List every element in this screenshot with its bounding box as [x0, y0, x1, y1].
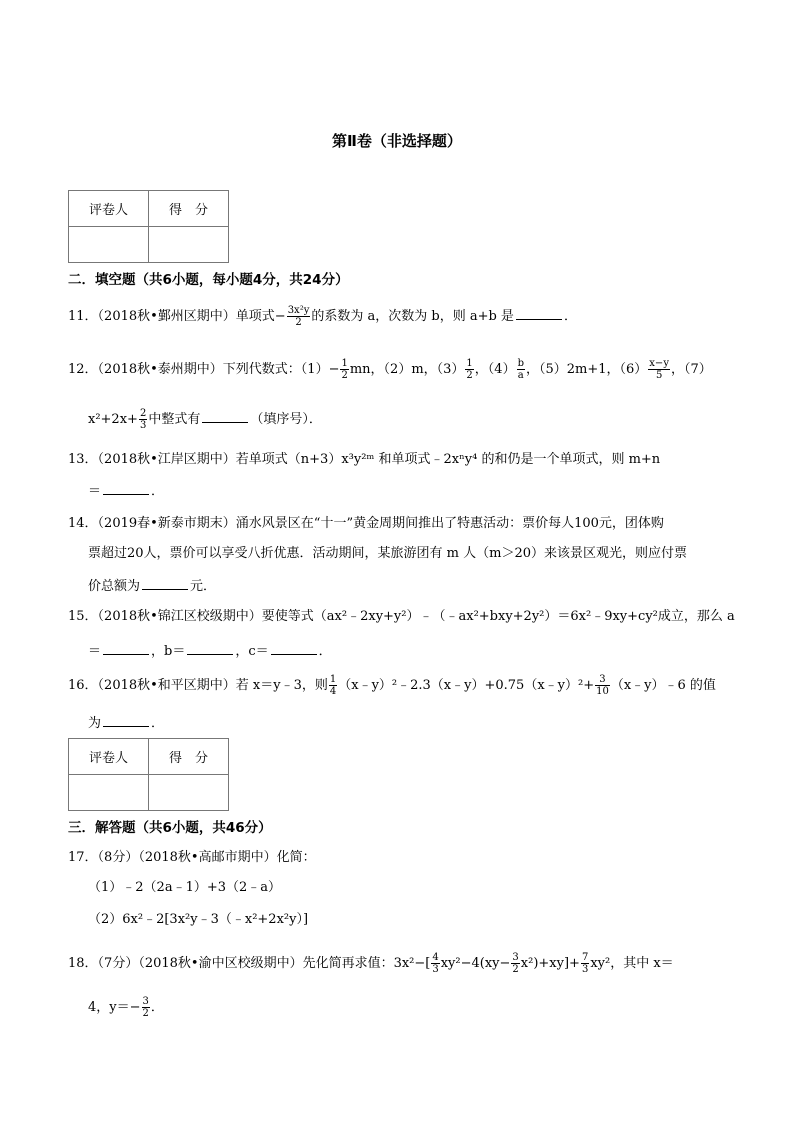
answer-blank: [516, 305, 562, 320]
score-cell: [149, 227, 229, 263]
fraction: $\frac{3}{2}$: [512, 952, 519, 975]
score-cell: [149, 775, 229, 811]
fraction: $\frac{4}{3}$: [432, 952, 439, 975]
question-17-part1: （1）﹣2（2a﹣1）+3（2﹣a）: [88, 880, 282, 895]
question-16-line2: 为 ．: [88, 712, 164, 734]
section-heading-solutions: 三．解答题（共6小题，共46分）: [68, 820, 272, 836]
reviewer-cell: [69, 227, 149, 263]
question-15-line2: ＝ ，b＝ ，c＝ ．: [88, 640, 332, 662]
fraction: $\frac{2}{3}$: [139, 408, 147, 431]
fraction: $\frac{1}{4}$: [329, 674, 337, 697]
fraction: $\frac{3}{10}$: [596, 674, 609, 697]
fraction: $\frac{x-y}{5}$: [649, 358, 669, 381]
fraction: $\frac{\text{3x²y}}{2}$: [287, 305, 310, 328]
question-14-line2: 票超过20人，票价可以享受八折优惠．活动期间，某旅游团有 m 人（m＞20）来该景区观光，则应付票: [88, 546, 688, 561]
question-14-line3: 价总额为 元．: [88, 575, 216, 597]
question-17-head: 17．（8分）（2018秋•高邮市期中）化简：: [68, 850, 316, 865]
reviewer-cell: [69, 775, 149, 811]
answer-blank: [142, 575, 188, 590]
score-table: [68, 190, 229, 263]
question-13-line1: 13．（2018秋•江岸区期中）若单项式（n+3）x³y²ᵐ 和单项式﹣2xⁿy⁴ 的和仍是一个单项式，则 m+n: [68, 452, 661, 467]
fraction: $\frac{3}{2}$: [142, 996, 149, 1019]
fraction: $\frac{1}{2}$: [341, 358, 348, 381]
answer-blank: [202, 408, 248, 423]
score-label: 得 分: [149, 739, 229, 775]
answer-blank-a: [103, 640, 149, 655]
score-label: 得 分: [149, 191, 229, 227]
answer-blank: [103, 480, 149, 495]
reviewer-label: 评卷人: [69, 739, 149, 775]
fraction: $\frac{b}{a}$: [517, 358, 524, 381]
question-18-line2: 4，y＝− $\frac{3}{2}$ ．: [88, 996, 164, 1019]
answer-blank: [103, 712, 149, 727]
answer-blank-b: [187, 640, 233, 655]
reviewer-label: 评卷人: [69, 191, 149, 227]
score-table-2: [68, 738, 229, 811]
question-12-line2: x²+2x+ $\frac{2}{3}$ 中整式有 （填序号）．: [88, 408, 322, 431]
question-13-line2: ＝ ．: [88, 480, 164, 502]
question-11: 11．（2018秋•鄞州区期中）单项式− $\frac{\text{3x²y}}{2}$ 的系数为 a，次数为 b，则 a+b 是 ．: [68, 305, 577, 328]
section-heading-fill-in: 二．填空题（共6小题，每小题4分，共24分）: [68, 272, 349, 288]
question-16-line1: 16．（2018秋•和平区期中）若 x＝y﹣3，则 $\frac{1}{4}$ （x﹣y）²﹣2.3（x﹣y）+0.75（x﹣y）²+ $\frac{3}{10}$ （x﹣y）﹣6 的值: [68, 674, 716, 697]
question-14-line1: 14．（2019春•新泰市期末）涌水风景区在“十一”黄金周期间推出了特惠活动：票价每人100元，团体购: [68, 516, 664, 531]
question-17-part2: （2）6x²﹣2[3x²y﹣3（﹣x²+2x²y）]: [88, 912, 309, 927]
answer-blank-c: [271, 640, 317, 655]
question-15-line1: 15．（2018秋•锦江区校级期中）要使等式（ax²﹣2xy+y²）﹣（﹣ax²+bxy+2y²）＝6x²﹣9xy+cy²成立，那么 a: [68, 609, 735, 624]
fraction: $\frac{1}{2}$: [466, 358, 473, 381]
question-18-line1: 18．（7分）（2018秋•渝中区校级期中）先化简再求值：3x²−[ $\frac{4}{3}$ xy²−4(xy− $\frac{3}{2}$ x²)+xy]+ $\frac{7}{3}$ xy²，其中 x＝: [68, 952, 674, 975]
question-12-line1: 12．（2018秋•泰州期中）下列代数式：（1）− $\frac{1}{2}$ mn，（2）m，（3） $\frac{1}{2}$ ，（4） $\frac{b}{a}$ ，（5）2m+1，（6） $\frac{x-y}{5}$ ，（7）: [68, 358, 712, 381]
page-title: 第Ⅱ卷（非选择题）: [332, 132, 462, 150]
fraction: $\frac{7}{3}$: [581, 952, 589, 975]
